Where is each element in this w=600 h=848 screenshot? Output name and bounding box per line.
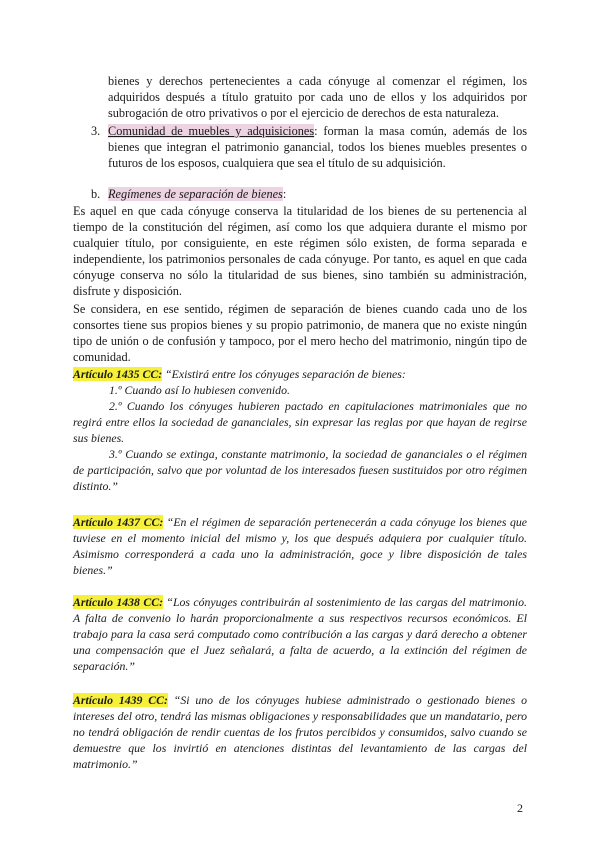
article-1439-text: “Si uno de los cónyuges hubiese administrado o gestionado bienes o intereses del otro, tendrá las mismas obligaciones y responsabilidades que un mandatario, pero no tendrá obligación de rendir cuentas de los frutos percibidos y consumidos, salvo cuando se demuestre que los invirtió en atenciones distintas del levantamiento de las cargas del matrimonio.” — [73, 693, 527, 771]
section-b-title: Regímenes de separación de bienes — [108, 187, 283, 201]
item-3-text: : forman la masa común, además de los bienes que integran el patrimonio ganancial, todos los bienes muebles presentes o futuros de los esposos, cualquiera que sea el título de su adquisición. — [108, 124, 527, 170]
separation-paragraph-2: Se considera, en ese sentido, régimen de separación de bienes cuando cada uno de los consortes tiene sus propios bienes y su propio patrimonio, de manera que no existe ningún tipo de unión o de confusión y tampoco, por el mero hecho del matrimonio, ningún tipo de comunidad. — [73, 302, 527, 364]
item-3-title: Comunidad de muebles y adquisiciones — [108, 124, 315, 138]
article-1438 — [73, 594, 527, 674]
article-1435-item-2: 2.º Cuando los cónyuges hubieren pactado en capitulaciones matrimoniales que no regirá entre ellos la sociedad de gananciales, sin expresar las reglas por que hayan de regirse sus bienes. — [73, 399, 527, 445]
item-3-number: 3. — [91, 124, 101, 138]
separation-paragraph-1: Es aquel en que cada cónyuge conserva la titularidad de los bienes de su pertenencia al tiempo de la constitución del régimen, así como los que adquiera durante el mismo por cualquier título, por consiguiente, en este régimen sólo existen, de forma separada e independiente, los patrimonios personales de cada cónyuge. Por tanto, es aquel en que cada cónyuge conserva no sólo la titularidad de sus bienes, sino también su administración, disfrute y disposición. — [73, 204, 527, 298]
article-1435 — [73, 366, 527, 494]
item-3-paragraph — [108, 123, 527, 171]
article-1435-lead-line — [73, 366, 527, 382]
section-b-letter: b. — [91, 187, 101, 201]
article-1435-item-3: 3.º Cuando se extinga, constante matrimonio, la sociedad de gananciales o el régimen de participación, salvo que por voluntad de los interesados fuesen sustituidos por otro régimen distinto.” — [73, 447, 527, 493]
page-number: 2 — [517, 801, 523, 815]
article-1435-item-1: 1.º Cuando así lo hubiesen convenido. — [109, 383, 290, 397]
article-1435-label: Artículo 1435 CC: — [73, 367, 163, 381]
article-1438-label: Artículo 1438 CC: — [73, 595, 164, 609]
article-1437-text: “En el régimen de separación pertenecerán a cada cónyuge los bienes que tuviese en el momento inicial del mismo y, los que después adquiera por cualquier título. Asimismo corresponderá a cada uno la administración, goce y libre disposición de tales bienes.” — [73, 515, 527, 577]
article-1439 — [73, 692, 527, 772]
article-1438-text: “Los cónyuges contribuirán al sostenimiento de las cargas del matrimonio. A falta de convenio lo harán proporcionalmente a sus respectivos recursos económicos. El trabajo para la casa será computado como contribución a las cargas y dará derecho a obtener una compensación que el Juez señalará, a falta de acuerdo, a la extinción del régimen de separación.” — [73, 595, 527, 673]
intro-paragraph: bienes y derechos pertenecientes a cada cónyuge al comenzar el régimen, los adquiridos después a título gratuito por cada uno de ellos y los adquiridos por subrogación de otro privativos o por el ejercicio de derechos de esta naturaleza. — [108, 74, 527, 120]
article-1437-label: Artículo 1437 CC: — [73, 515, 164, 529]
article-1437 — [73, 514, 527, 578]
section-b-heading — [108, 186, 527, 202]
section-b-colon: : — [282, 187, 287, 201]
article-1439-label: Artículo 1439 CC: — [73, 693, 168, 707]
article-1435-lead: “Existirá entre los cónyuges separación de bienes: — [162, 367, 406, 381]
